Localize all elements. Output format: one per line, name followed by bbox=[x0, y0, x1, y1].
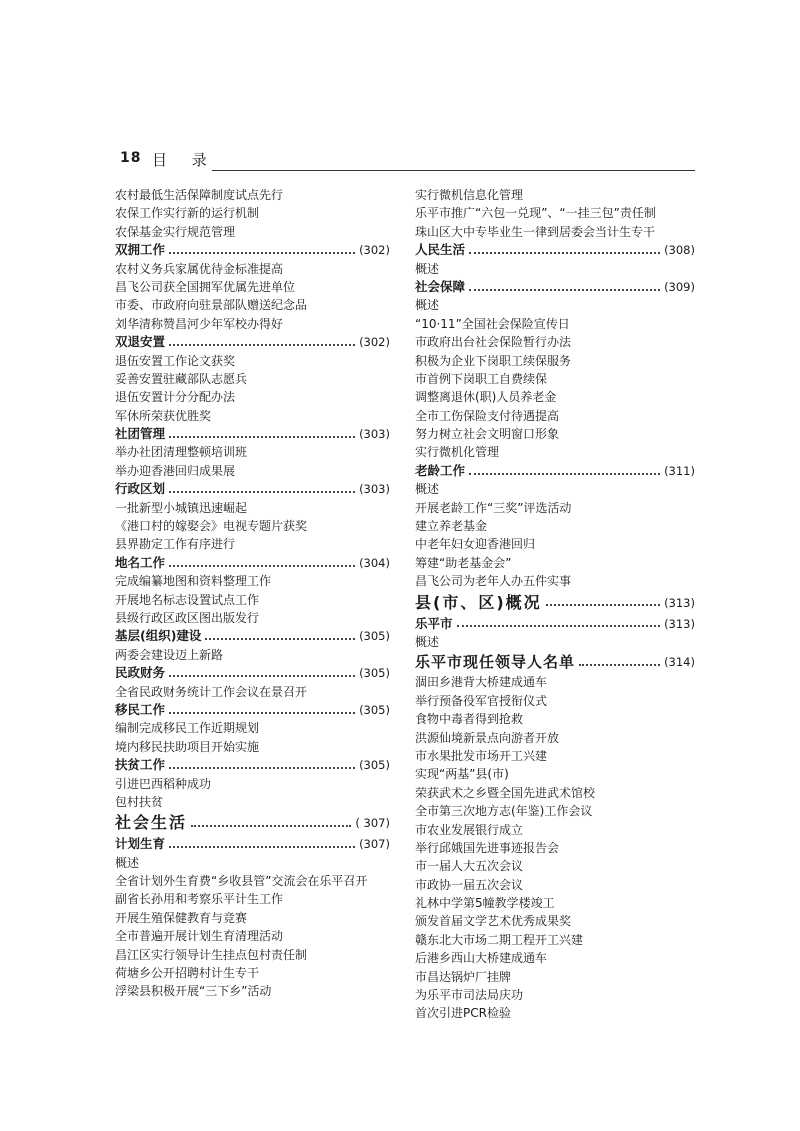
toc-entry: 举行邱娥国先进事迹报告会 bbox=[415, 840, 560, 855]
page-header bbox=[120, 150, 695, 172]
heading-title: 计划生育 bbox=[115, 836, 166, 852]
toc-left-column bbox=[115, 186, 390, 1001]
toc-section-heading bbox=[115, 756, 390, 774]
toc-entry: 举办社团清理整顿培训班 bbox=[115, 445, 248, 460]
toc-entry: 举行预备役军官授衔仪式 bbox=[415, 693, 548, 708]
toc-entry: 为乐平市司法局庆功 bbox=[415, 988, 524, 1003]
toc-section-heading bbox=[415, 615, 695, 633]
toc-entry: 包村扶贫 bbox=[115, 794, 164, 809]
page-reference: (307) bbox=[359, 837, 390, 852]
toc-entry: 努力树立社会文明窗口形象 bbox=[415, 427, 560, 442]
page-reference: (305) bbox=[359, 758, 390, 773]
toc-entry: 全省计划外生育费“乡收县管”交流会在乐平召开 bbox=[115, 874, 368, 889]
toc-entry: 市一届人大五次会议 bbox=[415, 859, 524, 874]
toc-section-heading bbox=[415, 462, 695, 480]
heading-title: 基层(组织)建设 bbox=[115, 628, 202, 644]
toc-entry: 副省长孙用和考察乐平计生工作 bbox=[115, 892, 284, 907]
heading-title: 乐平市 bbox=[415, 615, 453, 631]
toc-entry: 境内移民扶助项目开始实施 bbox=[115, 739, 260, 754]
heading-title: 行政区划 bbox=[115, 481, 166, 497]
toc-entry: 概述 bbox=[415, 482, 440, 497]
toc-entry: 颁发首届文学艺术优秀成果奖 bbox=[415, 914, 572, 929]
toc-entry: 县界勘定工作有序进行 bbox=[115, 537, 236, 552]
toc-entry: 农保工作实行新的运行机制 bbox=[115, 206, 260, 221]
toc-entry: 概述 bbox=[115, 855, 140, 870]
toc-entry: 《港口村的嫁娶会》电视专题片获奖 bbox=[115, 519, 308, 534]
toc-entry: 全市第三次地方志(年鉴)工作会议 bbox=[415, 804, 593, 819]
heading-title: 社会生活 bbox=[115, 813, 188, 833]
toc-entry: 礼林中学第5幢教学楼竣工 bbox=[415, 896, 555, 911]
leader-dots bbox=[205, 637, 355, 640]
page-reference: (313) bbox=[664, 616, 695, 631]
toc-entry: 中老年妇女迎香港回归 bbox=[415, 537, 536, 552]
toc-section-heading bbox=[115, 480, 390, 498]
toc-entry: 完成编纂地图和资料整理工作 bbox=[115, 574, 272, 589]
toc-entry: 开展老龄工作“三奖”评选活动 bbox=[415, 500, 572, 515]
toc-chapter-heading bbox=[115, 811, 390, 835]
toc-entry: 调整离退休(职)人员养老金 bbox=[415, 390, 557, 405]
heading-title: 社团管理 bbox=[115, 426, 166, 442]
toc-section-heading bbox=[115, 554, 390, 572]
toc-entry: 洪源仙境新景点向游者开放 bbox=[415, 730, 560, 745]
leader-dots bbox=[169, 343, 355, 346]
heading-title: 社会保障 bbox=[415, 278, 466, 294]
toc-entry: 昌江区实行领导计生挂点包村责任制 bbox=[115, 947, 308, 962]
toc-entry: 全市普遍开展计划生育清理活动 bbox=[115, 929, 284, 944]
toc-entry: 昌飞公司获全国拥军优属先进单位 bbox=[115, 279, 296, 294]
toc-entry: 两委会建设迈上新路 bbox=[115, 647, 224, 662]
toc-section-heading bbox=[115, 333, 390, 351]
toc-entry: 市农业发展银行成立 bbox=[415, 822, 524, 837]
toc-entry: 实现“两基”县(市) bbox=[415, 767, 509, 782]
toc-entry: 后港乡西山大桥建成通车 bbox=[415, 951, 548, 966]
leader-dots bbox=[457, 624, 661, 627]
toc-entry: 赣东北大市场二期工程开工兴建 bbox=[415, 932, 584, 947]
toc-entry: 市政协一届五次会议 bbox=[415, 877, 524, 892]
toc-section-heading bbox=[115, 664, 390, 682]
heading-title: 双退安置 bbox=[115, 334, 166, 350]
toc-entry: 军休所荣获优胜奖 bbox=[115, 408, 212, 423]
toc-entry: 昌飞公司为老年人办五件实事 bbox=[415, 574, 572, 589]
toc-entry: “10·11”全国社会保险宣传日 bbox=[415, 316, 570, 331]
toc-entry: 引进巴西稻种成功 bbox=[115, 776, 212, 791]
page-reference: (305) bbox=[359, 666, 390, 681]
toc-entry: 一批新型小城镇迅速崛起 bbox=[115, 500, 248, 515]
toc-section-heading bbox=[415, 278, 695, 296]
toc-entry: 退伍安置工作论文获奖 bbox=[115, 353, 236, 368]
toc-entry: 农保基金实行规范管理 bbox=[115, 224, 236, 239]
heading-title: 民政财务 bbox=[115, 665, 166, 681]
toc-entry: 积极为企业下岗职工续保服务 bbox=[415, 353, 572, 368]
header-rule bbox=[212, 170, 695, 171]
toc-section-heading bbox=[115, 627, 390, 645]
toc-entry: 退伍安置计分分配办法 bbox=[115, 390, 236, 405]
toc-entry: 筹建“助老基金会” bbox=[415, 555, 512, 570]
toc-entry: 农村义务兵家属优待金标准提高 bbox=[115, 261, 284, 276]
toc-section-heading bbox=[115, 835, 390, 853]
heading-title: 县(市、区)概况 bbox=[415, 592, 542, 612]
toc-section-heading bbox=[115, 425, 390, 443]
toc-entry: 开展地名标志设置试点工作 bbox=[115, 592, 260, 607]
page-reference: (313) bbox=[664, 595, 695, 610]
heading-title: 人民生活 bbox=[415, 242, 466, 258]
leader-dots bbox=[469, 251, 660, 254]
toc-entry: 建立养老基金 bbox=[415, 519, 488, 534]
toc-section-heading bbox=[415, 241, 695, 259]
toc-entry: 市政府出台社会保险暂行办法 bbox=[415, 335, 572, 350]
toc-entry: 首次引进PCR检验 bbox=[415, 1006, 511, 1021]
toc-entry: 刘华清称赞昌河少年军校办得好 bbox=[115, 316, 284, 331]
page-reference: (305) bbox=[359, 629, 390, 644]
toc-entry: 市水果批发市场开工兴建 bbox=[415, 748, 548, 763]
toc-entry: 荣获武术之乡暨全国先进武术馆校 bbox=[415, 785, 596, 800]
toc-entry: 全市工伤保险支付待遇提高 bbox=[415, 408, 560, 423]
toc-entry: 乐平市推广“六包一兑现”、“一挂三包”责任制 bbox=[415, 206, 656, 221]
toc-entry: 妥善安置驻藏部队志愿兵 bbox=[115, 371, 248, 386]
leader-dots bbox=[169, 251, 355, 254]
toc-entry: 市首例下岗职工自费续保 bbox=[415, 371, 548, 386]
toc-entry: 市昌达锅炉厂挂牌 bbox=[415, 969, 512, 984]
leader-dots bbox=[169, 766, 355, 769]
toc-entry: 概述 bbox=[415, 261, 440, 276]
page-reference: (308) bbox=[664, 243, 695, 258]
page-reference: (303) bbox=[359, 427, 390, 442]
toc-entry: 荷塘乡公开招聘村计生专干 bbox=[115, 966, 260, 981]
heading-title: 老龄工作 bbox=[415, 462, 466, 478]
page-reference: (311) bbox=[664, 463, 695, 478]
leader-dots bbox=[169, 845, 355, 848]
toc-entry: 全省民政财务统计工作会议在景召开 bbox=[115, 684, 308, 699]
toc-entry: 浮梁县积极开展“三下乡”活动 bbox=[115, 984, 272, 999]
toc-entry: 概述 bbox=[415, 634, 440, 649]
toc-chapter-heading bbox=[415, 591, 695, 615]
heading-title: 乐平市现任领导人名单 bbox=[415, 653, 576, 672]
toc-entry: 县级行政区政区图出版发行 bbox=[115, 610, 260, 625]
page-reference: ( 307) bbox=[355, 816, 390, 831]
toc-entry: 食物中毒者得到抢救 bbox=[415, 712, 524, 727]
toc-right-column bbox=[415, 186, 695, 1023]
leader-dots bbox=[169, 564, 355, 567]
page-reference: (309) bbox=[664, 279, 695, 294]
toc-entry: 珠山区大中专毕业生一律到居委会当计生专干 bbox=[415, 224, 656, 239]
toc-entry: 涸田乡港背大桥建成通车 bbox=[415, 675, 548, 690]
toc-entry: 编制完成移民工作近期规划 bbox=[115, 721, 260, 736]
toc-entry: 实行微机化管理 bbox=[415, 445, 500, 460]
toc-entry: 开展生殖保健教育与竞赛 bbox=[115, 910, 248, 925]
heading-title: 地名工作 bbox=[115, 554, 166, 570]
page-reference: (302) bbox=[359, 243, 390, 258]
toc-section-heading bbox=[115, 701, 390, 719]
toc-entry: 实行微机信息化管理 bbox=[415, 188, 524, 202]
heading-title: 双拥工作 bbox=[115, 242, 166, 258]
page-reference: (302) bbox=[359, 335, 390, 350]
leader-dots bbox=[169, 711, 355, 714]
leader-dots bbox=[579, 663, 660, 666]
page-reference: (305) bbox=[359, 702, 390, 717]
toc-entry: 举办迎香港回归成果展 bbox=[115, 463, 236, 478]
toc-entry: 概述 bbox=[415, 298, 440, 313]
page-title: 目 录 bbox=[152, 151, 217, 169]
page-reference: (303) bbox=[359, 482, 390, 497]
heading-title: 移民工作 bbox=[115, 701, 166, 717]
leader-dots bbox=[469, 472, 660, 475]
page-reference: (304) bbox=[359, 555, 390, 570]
leader-dots bbox=[169, 674, 355, 677]
page-reference: (314) bbox=[664, 655, 695, 670]
leader-dots bbox=[169, 490, 355, 493]
leader-dots bbox=[169, 435, 355, 438]
toc-entry: 市委、市政府向驻景部队赠送纪念品 bbox=[115, 298, 308, 313]
heading-title: 扶贫工作 bbox=[115, 757, 166, 773]
toc-section-heading bbox=[415, 651, 695, 673]
leader-dots bbox=[546, 603, 660, 606]
toc-entry: 农村最低生活保障制度试点先行 bbox=[115, 188, 284, 202]
leader-dots bbox=[469, 288, 660, 291]
toc-section-heading bbox=[115, 241, 390, 259]
page-number: 18 bbox=[120, 150, 142, 166]
leader-dots bbox=[191, 824, 351, 827]
